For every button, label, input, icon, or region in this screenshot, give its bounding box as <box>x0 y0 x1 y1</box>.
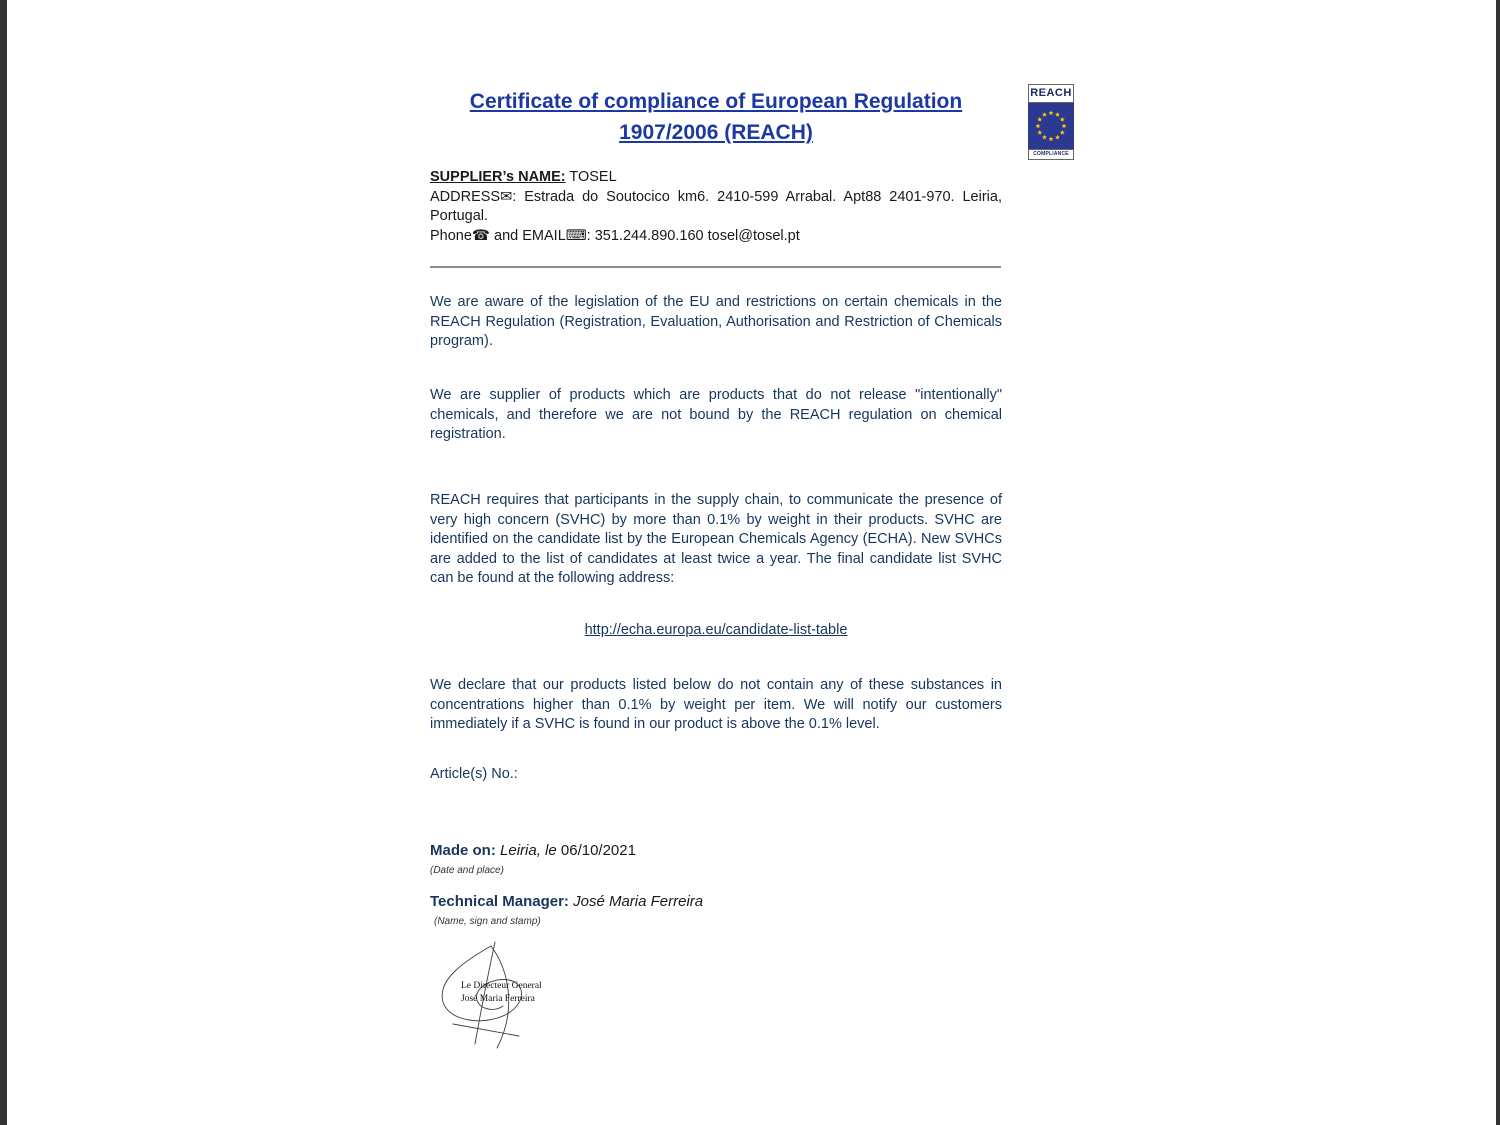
reach-logo-label: REACH <box>1028 84 1074 103</box>
eu-flag-icon <box>1028 103 1074 149</box>
supplier-contact-line: Phone☎ and EMAIL⌨: 351.244.890.160 tosel@tosel.pt <box>430 227 800 244</box>
signature-block <box>433 940 583 1052</box>
signature-text-line-2: José Maria Ferreira <box>461 994 535 1004</box>
horizontal-divider <box>430 266 1001 268</box>
compliance-logo-label: COMPLIANCE <box>1028 149 1074 160</box>
technical-manager-value: José Maria Ferreira <box>568 893 704 910</box>
scan-edge-right <box>1496 0 1500 1125</box>
supplier-block <box>430 168 1002 246</box>
paragraph-reach-requirements: REACH requires that participants in the supply chain, to communicate the presence of very high concern (SVHC) by more than 0.1% by weight in their products. SVHC are identified on the candidate list by the European Chemicals Agency (ECHA). New SVHCs are added to the list of candidates at least twice a year. The final candidate list SVHC can be found at the following address: <box>430 492 1002 586</box>
made-on-date: 06/10/2021 <box>556 842 636 859</box>
technical-manager-label: Technical Manager: <box>430 893 569 910</box>
supplier-name-label: SUPPLIER’s NAME: <box>430 169 566 185</box>
candidate-list-link[interactable]: http://echa.europa.eu/candidate-list-table <box>584 622 848 638</box>
made-on-line <box>430 842 1002 859</box>
document-title <box>430 86 1002 148</box>
supplier-name-line <box>430 168 1002 188</box>
reach-compliance-logo <box>1028 84 1074 160</box>
title-line-2: 1907/2006 (REACH) <box>619 121 813 144</box>
supplier-address-line: ADDRESS✉: Estrada do Soutocico km6. 2410-599 Arrabal. Apt88 2401-970. Leiria, Portugal. <box>430 188 1002 224</box>
made-on-place: Leiria, le <box>495 842 557 859</box>
supplier-name-value: TOSEL <box>565 169 617 185</box>
date-place-note: (Date and place) <box>430 865 504 876</box>
title-line-1: Certificate of compliance of European Regulation <box>469 90 963 113</box>
paragraph-supplier-statement: We are supplier of products which are products that do not release "intentionally" chemicals, and therefore we are not bound by the REACH regulation on chemical registration. <box>430 387 1002 442</box>
paragraph-awareness: We are aware of the legislation of the EU and restrictions on certain chemicals in the REACH Regulation (Registration, Evaluation, Authorisation and Restriction of Chemicals program). <box>430 294 1002 349</box>
name-sign-stamp-note: (Name, sign and stamp) <box>434 916 541 927</box>
candidate-list-link-line <box>430 622 1002 638</box>
article-number-label: Article(s) No.: <box>430 766 518 782</box>
scan-edge-left <box>0 0 7 1125</box>
technical-manager-line <box>430 893 1002 910</box>
paragraph-declaration: We declare that our products listed below do not contain any of these substances in concentrations higher than 0.1% by weight per item. We will notify our customers immediately if a SVHC is found in our product is above the 0.1% level. <box>430 677 1002 732</box>
made-on-label: Made on: <box>430 842 496 859</box>
signature-text-line-1: Le Directeur General <box>461 981 542 991</box>
